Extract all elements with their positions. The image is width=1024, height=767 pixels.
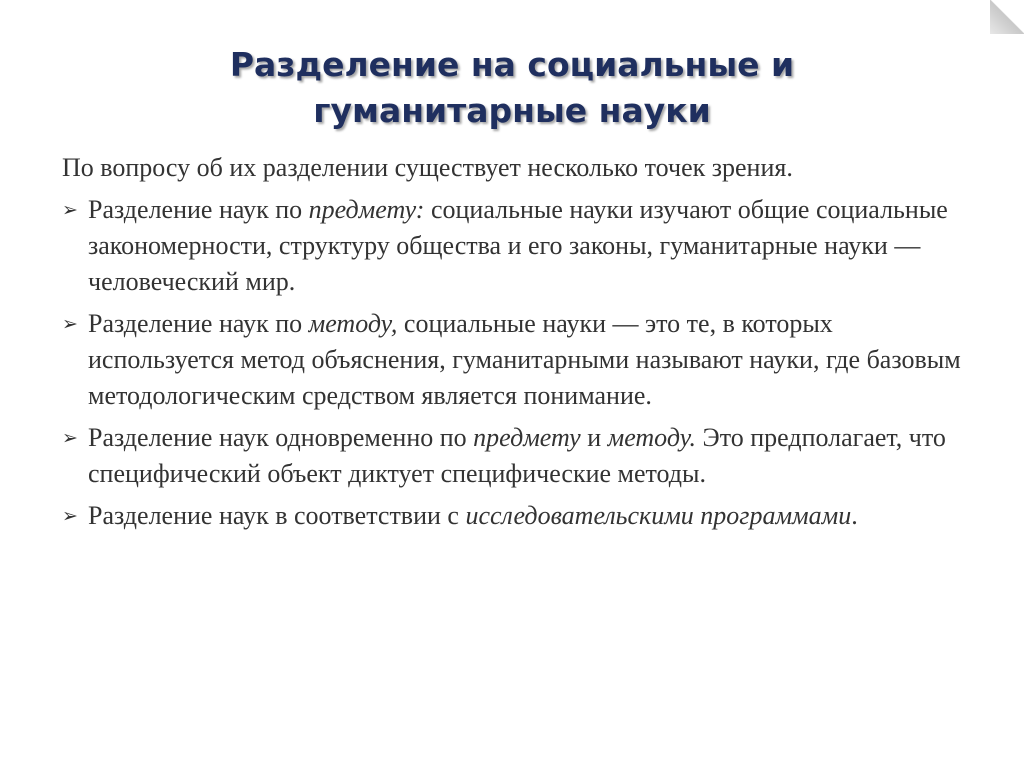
item-emphasis: исследовательскими программами xyxy=(465,501,852,530)
title-line-1: Разделение на социальные и xyxy=(229,45,795,84)
arrow-bullet-icon: ➢ xyxy=(62,427,78,449)
item-text: Разделение наук по xyxy=(88,195,309,224)
item-text: Разделение наук в соответствии с xyxy=(88,501,466,530)
intro-text: По вопросу об их разделении существует несколько точек зрения. xyxy=(62,153,793,182)
bullet-item-subject-and-method xyxy=(62,420,962,492)
bullet-item-research-programs xyxy=(62,498,962,534)
item-text: социальные науки изучают общие социальные закономерности, структуру общества и его законы, гуманитарные науки — человеческий мир. xyxy=(88,195,948,296)
slide-title xyxy=(110,42,914,134)
arrow-bullet-icon: ➢ xyxy=(62,505,78,527)
item-text: . xyxy=(851,501,858,530)
item-text: Разделение наук одновременно по xyxy=(88,423,474,452)
item-text: Это предполагает, что специфический объект диктует специфические методы. xyxy=(88,423,946,488)
arrow-bullet-icon: ➢ xyxy=(62,199,78,221)
item-emphasis: предмету xyxy=(473,423,581,452)
arrow-bullet-icon: ➢ xyxy=(62,313,78,335)
item-text: социальные науки — это те, в которых используется метод объяснения, гуманитарными называют науки, где базовым методологическим средством является понимание. xyxy=(88,309,961,410)
item-emphasis: методу, xyxy=(308,309,398,338)
bullet-item-method xyxy=(62,306,962,414)
title-line-2: гуманитарные науки xyxy=(313,91,711,130)
page-fold-corner xyxy=(990,0,1024,34)
item-emphasis: предмету: xyxy=(308,195,425,224)
bullet-item-subject xyxy=(62,192,962,300)
item-text: и xyxy=(580,423,608,452)
slide-body xyxy=(62,150,962,540)
item-text: Разделение наук по xyxy=(88,309,309,338)
item-emphasis: методу. xyxy=(607,423,697,452)
